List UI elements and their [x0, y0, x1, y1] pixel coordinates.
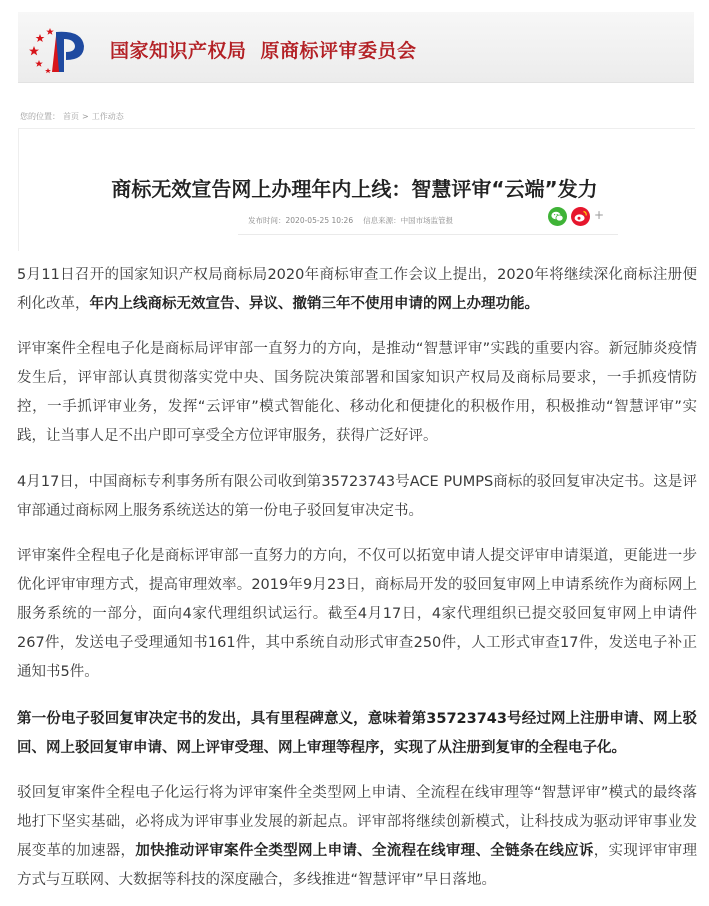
site-header — [18, 12, 694, 83]
breadcrumb-prefix: 您的位置： — [20, 112, 60, 121]
article-title: 商标无效宣告网上办理年内上线：智慧评审“云端”发力 — [111, 177, 598, 201]
source-label: 信息来源： — [363, 216, 401, 225]
paragraph-1-bold: 年内上线商标无效宣告、异议、撤销三年不使用申请的网上办理功能。 — [89, 296, 539, 312]
publish-time: 2020-05-25 10:26 — [285, 216, 354, 225]
source-name: 中国市场监管报 — [400, 216, 454, 225]
article-paragraph-3: 4月17日，中国商标专利事务所有限公司收到第35723743号ACE PUMPS商标的驳回复审决定书。这是评审部通过商标网上服务系统送达的第一份电子驳回复审决定书。 — [17, 474, 697, 519]
paragraph-5-bold: 第一份电子驳回复审决定书的发出，具有里程碑意义，意味着第35723743号经过网上注册申请、网上驳回、网上驳回复审申请、网上评审受理、网上审理等程序，实现了从注册到复审的全程电子化。 — [17, 711, 697, 756]
cnipa-logo-icon[interactable] — [26, 26, 98, 74]
breadcrumb — [20, 111, 127, 122]
org-primary-name: 国家知识产权局 — [110, 40, 247, 62]
article-meta — [248, 215, 453, 226]
article-paragraph-1 — [17, 261, 697, 319]
paragraph-6-bold: 加快推动评审案件全类型网上申请、全流程在线审理、全链条在线应诉 — [135, 843, 594, 859]
breadcrumb-separator: > — [82, 112, 89, 121]
weibo-icon — [571, 207, 590, 226]
article-paragraph-6 — [17, 779, 697, 895]
paragraph-6-text-a: 驳回复审案件全程电子化运行将为评审案件全类型网上申请、全流程在线审理等“智慧评审”模式的最终落地打下坚实基础，必将成为评审事业发展的新起点。评审部将继续创新模式，让科技成为驱动评审事业发展变革的加速器， — [17, 785, 697, 859]
wechat-share-button[interactable] — [548, 207, 567, 226]
paragraph-6-text-b: ，实现评审审理方式与互联网、大数据等科技的深度融合，多线推进“智慧评审”早日落地。 — [17, 843, 697, 888]
article-paragraph-5 — [17, 705, 697, 763]
org-secondary-name: 原商标评审委员会 — [260, 40, 417, 62]
divider — [238, 234, 618, 235]
more-share-button[interactable]: + — [594, 208, 605, 222]
weibo-share-button[interactable] — [571, 207, 590, 226]
breadcrumb-section-link[interactable]: 工作动态 — [91, 112, 124, 121]
article-paragraph-2: 评审案件全程电子化是商标局评审部一直努力的方向，是推动“智慧评审”实践的重要内容。新冠肺炎疫情发生后，评审部认真贯彻落实党中央、国务院决策部署和国家知识产权局及商标局要求，一手抓疫情防控，一手抓评审业务，发挥“云评审”模式智能化、移动化和便捷化的积极作用，积极推动“智慧评审”实践，让当事人足不出户即可享受全方位评审服务，获得广泛好评。 — [17, 341, 697, 444]
paragraph-1-text: 5月11日召开的国家知识产权局商标局2020年商标审查工作会议上提出，2020年将继续深化商标注册便利化改革， — [17, 267, 697, 312]
breadcrumb-home-link[interactable]: 首页 — [63, 112, 79, 121]
wechat-icon — [548, 207, 567, 226]
article-paragraph-4: 评审案件全程电子化是商标评审部一直努力的方向，不仅可以拓宽申请人提交评审申请渠道，更能进一步优化评审审理方式，提高审理效率。2019年9月23日，商标局开发的驳回复审网上申请系统作为商标网上服务系统的一部分，面向4家代理组织试运行。截至4月17日，4家代理组织已提交驳回复审网上申请件267件，发送电子受理通知书161件，其中系统自动形式审查250件，人工形式审查17件，发送电子补正通知书5件。 — [17, 548, 697, 680]
organization-name — [110, 36, 417, 63]
publish-label: 发布时间： — [248, 216, 286, 225]
